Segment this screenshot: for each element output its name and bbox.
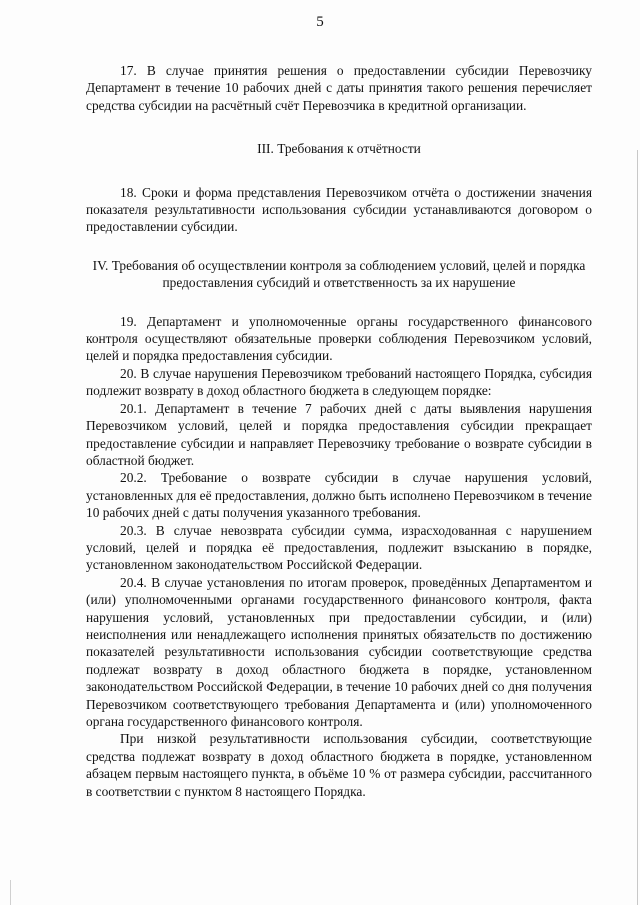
scan-edge-line <box>637 150 638 905</box>
paragraph-18: 18. Сроки и форма представления Перевозчиком отчёта о достижении значения показателя результативности использования субсидии устанавливаются договором о предоставлении субсидии. <box>86 184 592 235</box>
paragraph-19: 19. Департамент и уполномоченные органы государственного финансового контроля осуществляют обязательные проверки соблюдения Перевозчиком условий, целей и порядка предоставления субсидии. <box>86 313 592 364</box>
page-number: 5 <box>316 14 324 30</box>
paragraph-20-3: 20.3. В случае невозврата субсидии сумма, израсходованная с нарушением условий, целей и порядка её предоставления, подлежит взысканию в порядке, установленном законодательством Российской Федерации. <box>86 522 592 573</box>
paragraph-20-2: 20.2. Требование о возврате субсидии в случае нарушения условий, установленных для её предоставления, должно быть исполнено Перевозчиком в течение 10 рабочих дней с даты получения указанного требования. <box>86 470 592 521</box>
paragraph-20-4: 20.4. В случае установления по итогам проверок, проведённых Департаментом и (или) уполномоченными органами государственного финансового контроля, факта нарушения условий, установленных при предоставлении субсидии, и (или) неисполнения или ненадлежащего исполнения принятых обязательств по достижению показателей результативности использования субсидии соответствующие средства подлежат возврату в доход областного бюджета в порядке, установленном законодательством Российской Федерации, в течение 10 рабочих дней со дня получения Перевозчиком соответствующего требования Департамента и (или) уполномоченного органа государственного финансового контроля. <box>86 574 592 729</box>
paragraph-20: 20. В случае нарушения Перевозчиком требований настоящего Порядка, субсидия подлежит возврату в доход областного бюджета в следующем порядке: <box>86 365 592 399</box>
section-heading-3: III. Требования к отчётности <box>257 141 421 157</box>
paragraph-low-effectiveness: При низкой результативности использования субсидии, соответствующие средства подлежат возврату в доход областного бюджета в порядке, установленном абзацем первым настоящего пункта, в объёме 10 % от размера субсидии, рассчитанного в соответствии с пунктом 8 настоящего Порядка. <box>86 731 592 799</box>
scan-edge-mark <box>10 880 11 905</box>
section-heading-4: IV. Требования об осуществлении контроля за соблюдением условий, целей и порядка предоставления субсидий и ответственность за их нарушение <box>92 257 586 291</box>
document-body <box>86 62 592 800</box>
paragraph-20-1: 20.1. Департамент в течение 7 рабочих дней с даты выявления нарушения Перевозчиком условий, целей и порядка предоставления субсидии прекращает предоставление субсидии и направляет Перевозчику требование о возврате субсидии в областной бюджет. <box>86 400 592 468</box>
paragraph-17: 17. В случае принятия решения о предоставлении субсидии Перевозчику Департамент в течение 10 рабочих дней с даты принятия такого решения перечисляет средства субсидии на расчётный счёт Перевозчика в кредитной организации. <box>86 63 592 113</box>
